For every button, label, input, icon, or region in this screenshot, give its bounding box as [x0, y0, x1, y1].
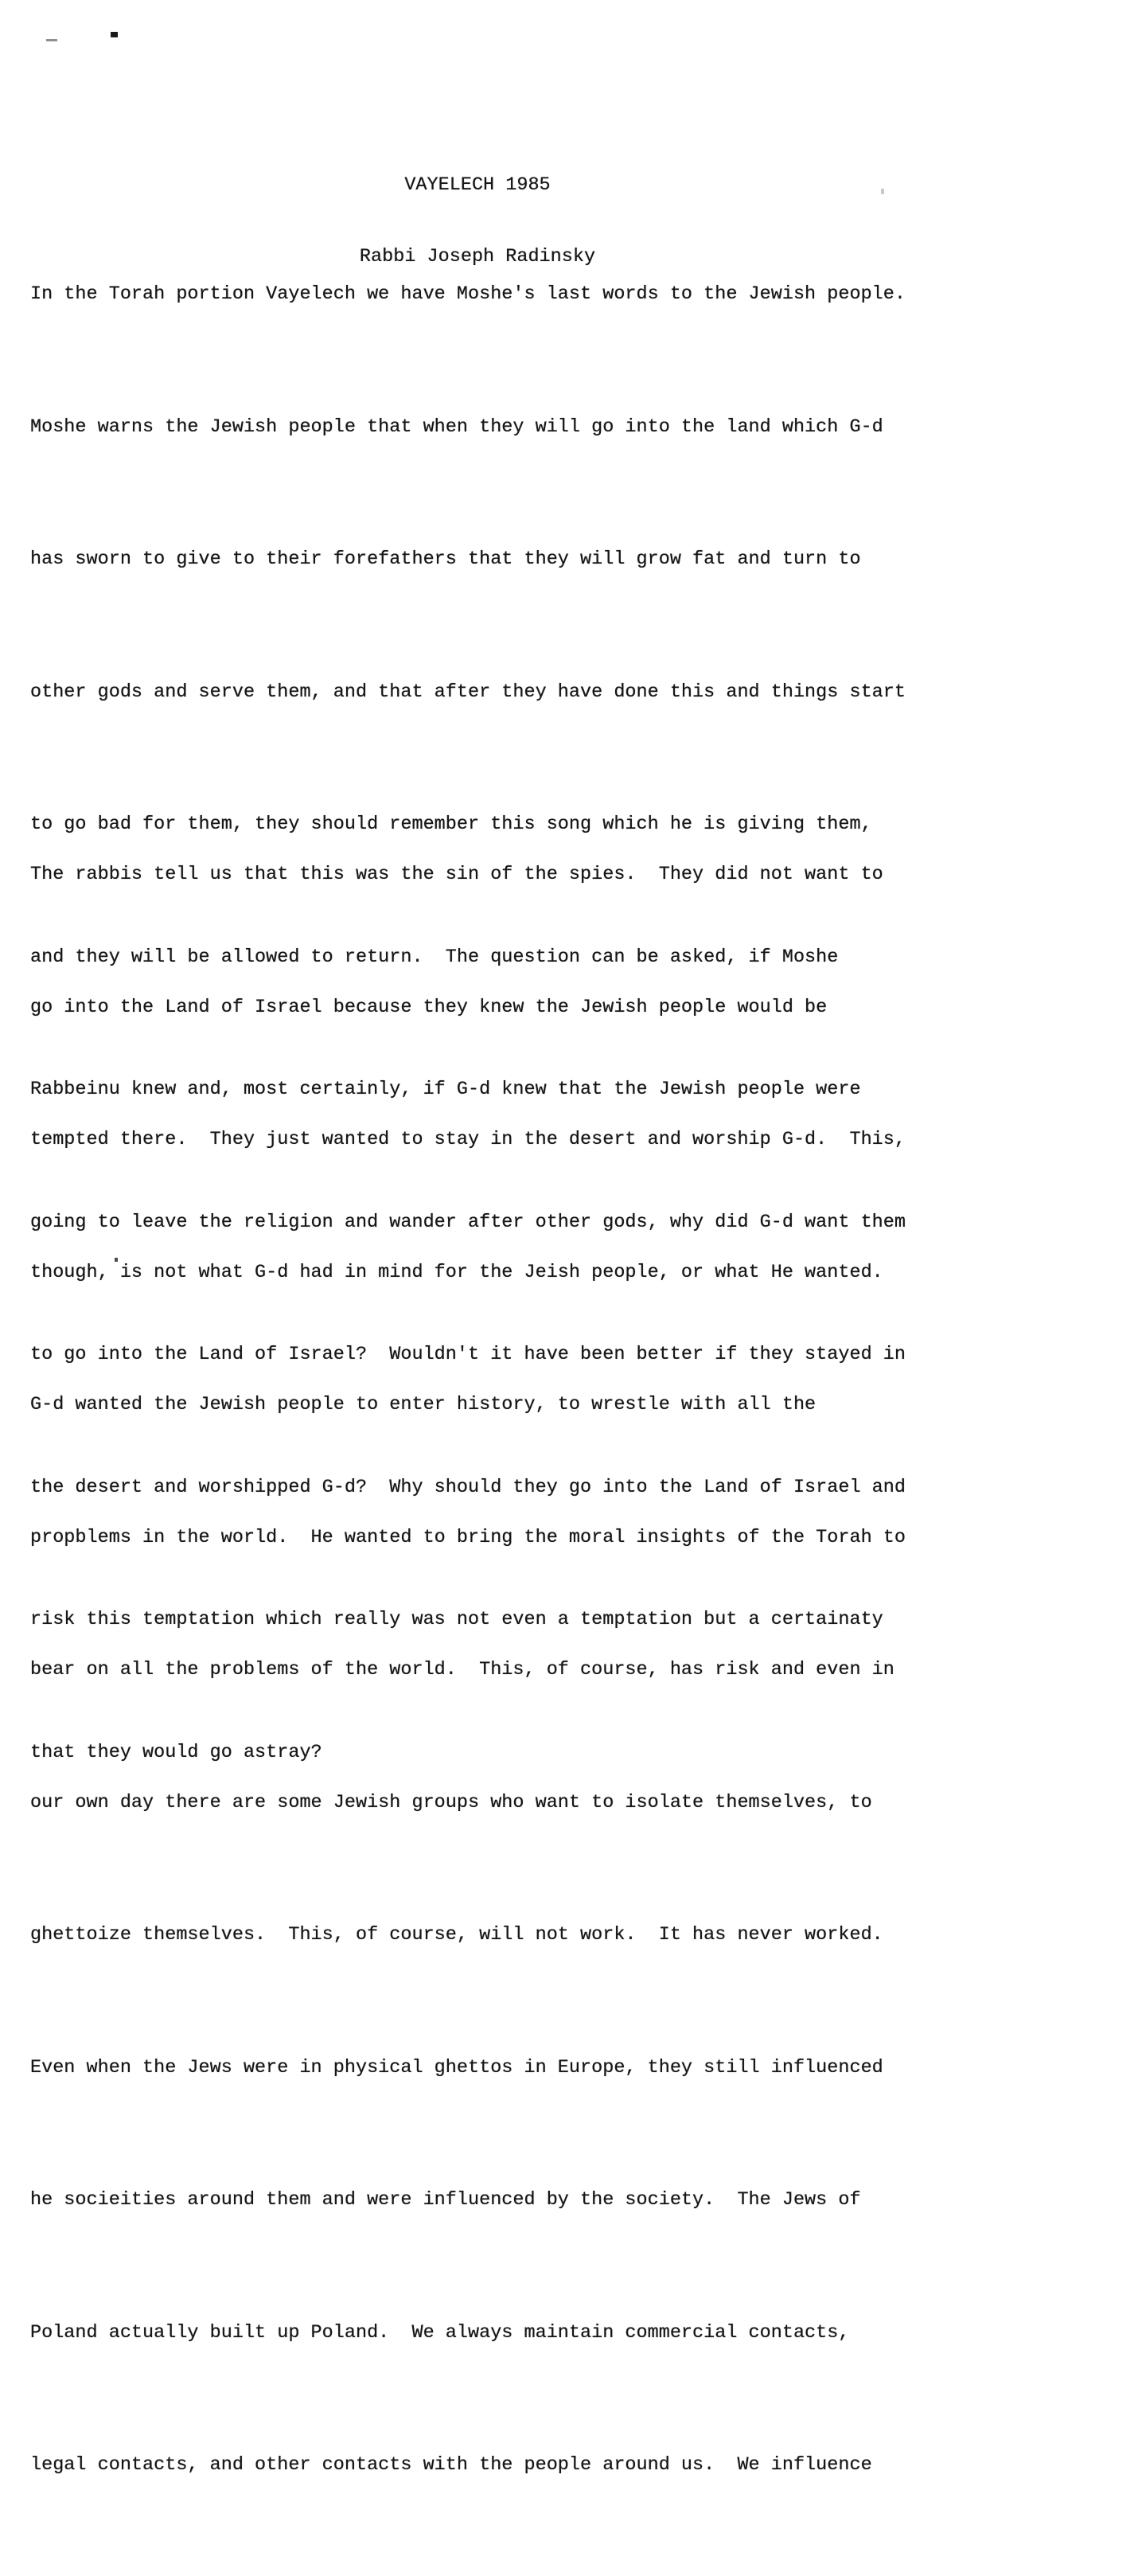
text-line: and they will be allowed to return. The question can be asked, if Moshe — [30, 946, 839, 968]
text-line: bear on all the problems of the world. This, of course, has risk and even in — [30, 1659, 894, 1680]
ink-speck — [111, 32, 118, 37]
text-line: In the Torah portion Vayelech we have Moshe's last words to the Jewish people. — [30, 283, 906, 305]
text-line: though, is not what G-d had in mind for the Jeish people, or what He wanted. — [30, 1261, 883, 1283]
text-line: has sworn to give to their forefathers that they will grow fat and turn to — [30, 548, 861, 570]
text-line: legal contacts, and other contacts with the people around us. We influence — [30, 2454, 872, 2476]
text-line: go into the Land of Israel because they knew the Jewish people would be — [30, 996, 828, 1018]
text-line: other gods and serve them, and that after they have done this and things start — [30, 681, 906, 703]
text-line: Rabbeinu knew and, most certainly, if G-d knew that the Jewish people were — [30, 1079, 861, 1100]
text-line: our own day there are some Jewish groups who want to isolate themselves, to — [30, 1791, 872, 1813]
paragraph-2 — [30, 764, 961, 2576]
text-line: the desert and worshipped G-d? Why should they go into the Land of Israel and — [30, 1476, 906, 1498]
text-line: The rabbis tell us that this was the sin of the spies. They did not want to — [30, 864, 883, 885]
text-line: ghettoize themselves. This, of course, will not work. It has never worked. — [30, 1924, 883, 1946]
text-line: to go into the Land of Israel? Wouldn't it have been better if they stayed in — [30, 1344, 906, 1365]
text-line: Poland actually built up Poland. We always maintain commercial contacts, — [30, 2321, 850, 2344]
text-line: to go bad for them, they should remember this song which he is giving them, — [30, 814, 872, 835]
text-line: going to leave the religion and wander after other gods, why did G-d want them — [30, 1211, 906, 1233]
document-title: VAYELECH 1985 — [404, 174, 551, 196]
document-author: Rabbi Joseph Radinsky — [359, 246, 596, 267]
text-line: that they would go astray? — [30, 1741, 322, 1763]
text-line: Even when the Jews were in physical ghettos in Europe, they still influenced — [30, 2056, 883, 2078]
text-line: Moshe warns the Jewish people that when they will go into the land which G-d — [30, 416, 883, 438]
ink-speck — [46, 39, 57, 41]
text-line: he socieities around them and were influenced by the society. The Jews of — [30, 2189, 861, 2211]
text-line: G-d wanted the Jewish people to enter history, to wrestle with all the — [30, 1394, 816, 1415]
text-line: risk this temptation which really was not even a temptation but a certainaty — [30, 1609, 883, 1630]
text-line: propblems in the world. He wanted to bring the moral insights of the Torah to — [30, 1526, 906, 1548]
text-line: tempted there. They just wanted to stay in the desert and worship G-d. This, — [30, 1129, 906, 1150]
